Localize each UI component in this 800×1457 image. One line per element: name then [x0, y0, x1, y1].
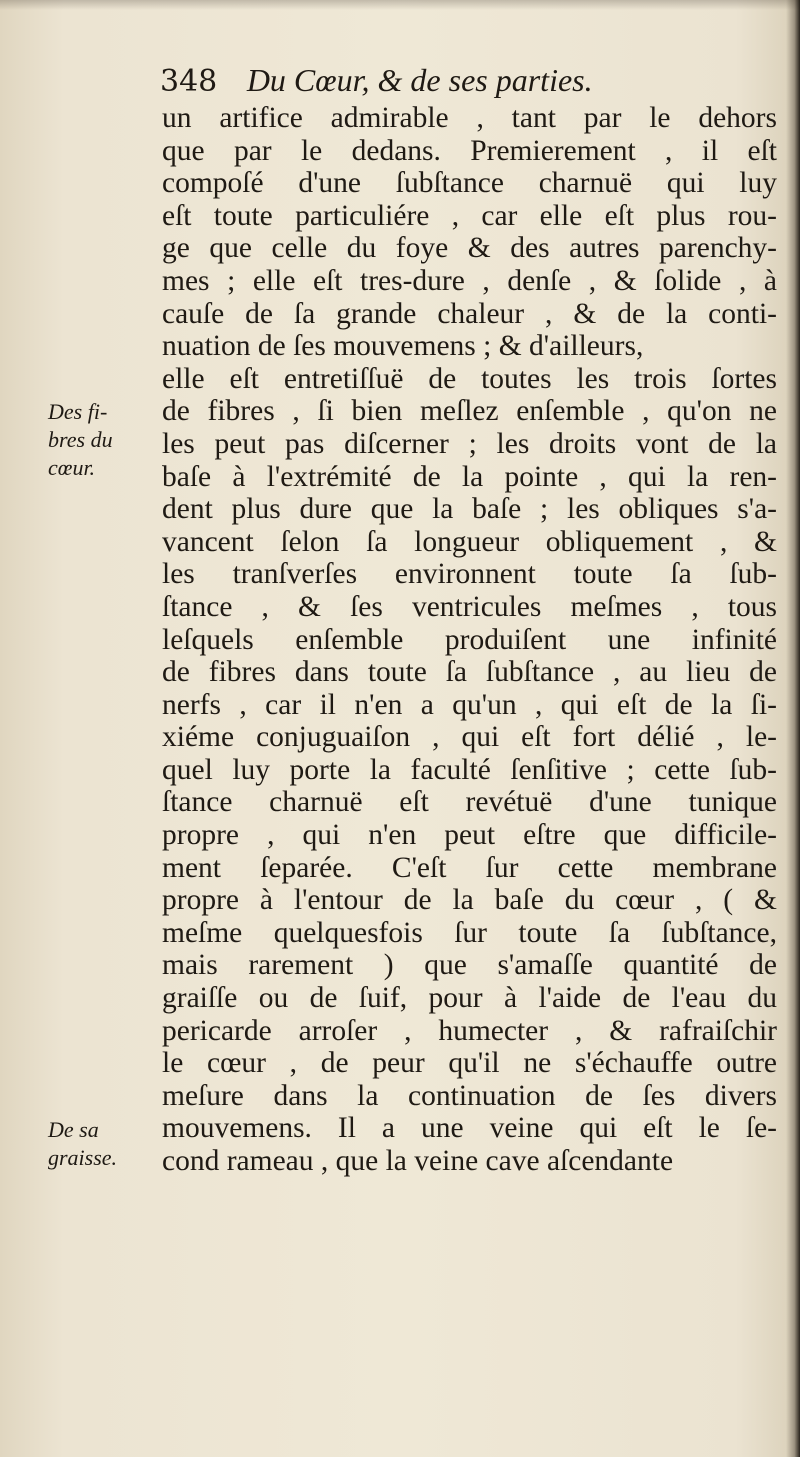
margin-note-line: Des fi- — [48, 399, 108, 424]
text-line: cond rameau , que la veine cave aſcendante — [162, 1145, 674, 1177]
text-line: baſe à l'extrémité de la pointe , qui la ren- — [162, 460, 777, 493]
text-line: nerfs , car il n'en a qu'un , qui eſt de la ſi- — [162, 688, 777, 721]
text-line: mais rarement ) que s'amaſſe quantité de — [162, 949, 777, 982]
text-line: meſure dans la continuation de ſes divers — [162, 1079, 777, 1112]
text-line: ge que celle du foye & des autres parenchy- — [162, 232, 777, 265]
text-line: de fibres dans toute ſa ſubſtance , au lieu de — [162, 656, 777, 689]
running-title: Du Cœur, & de ses parties. — [246, 62, 593, 98]
text-line: pericarde arroſer , humecter , & rafraiſchir — [162, 1014, 777, 1047]
text-line: elle eſt entretiſſuë de toutes les trois ſortes — [162, 362, 777, 395]
margin-note-fibres — [48, 398, 148, 482]
text-line: nuation de ſes mouvemens ; & d'ailleurs, — [162, 330, 644, 363]
text-line: leſquels enſemble produiſent une infinité — [162, 623, 777, 656]
page-binding-shadow — [786, 0, 800, 1457]
text-line: le cœur , de peur qu'il ne s'échauffe outre — [162, 1047, 777, 1080]
text-line: propre à l'entour de la baſe du cœur , ( & — [162, 884, 777, 917]
text-line: xiéme conjuguaiſon , qui eſt fort délié , le- — [162, 721, 777, 754]
text-line: un artifice admirable , tant par le dehors — [162, 102, 777, 134]
text-line: ſtance , & ſes ventricules meſmes , tous — [162, 590, 777, 623]
page-top-shadow — [0, 0, 800, 10]
text-line: vancent ſelon ſa longueur obliquement , & — [162, 525, 777, 558]
running-header — [160, 62, 780, 100]
margin-note-line: bres du — [48, 427, 113, 452]
text-line: dent plus dure que la baſe ; les obliques s'a- — [162, 493, 777, 526]
text-line: que par le dedans. Premierement , il eſt — [162, 134, 777, 167]
page-number: 348 — [160, 64, 218, 99]
text-line: graiſſe ou de ſuif, pour à l'aide de l'eau du — [162, 982, 777, 1015]
text-line: compoſé d'une ſubſtance charnuë qui luy — [162, 167, 777, 200]
text-line: ſtance charnuë eſt revétuë d'une tunique — [162, 786, 777, 819]
text-line: ment ſeparée. C'eſt ſur cette membrane — [162, 851, 777, 884]
margin-note-graisse — [48, 1116, 148, 1172]
text-line: mouvemens. Il a une veine qui eſt le ſe- — [162, 1112, 777, 1145]
text-line: eſt toute particuliére , car elle eſt plus rou- — [162, 199, 777, 232]
text-line: meſme quelquesfois ſur toute ſa ſubſtance, — [162, 916, 777, 949]
margin-note-line: De sa — [48, 1117, 99, 1142]
text-line: les tranſverſes environnent toute ſa ſub- — [162, 558, 777, 591]
text-line: mes ; elle eſt tres-dure , denſe , & ſolide , à — [162, 264, 777, 297]
text-line: les peut pas diſcerner ; les droits vont de la — [162, 427, 777, 460]
margin-note-line: graisse. — [48, 1145, 118, 1170]
body-text — [162, 102, 777, 1178]
text-line: de fibres , ſi bien meſlez enſemble , qu'on ne — [162, 395, 777, 428]
text-line: cauſe de ſa grande chaleur , & de la conti- — [162, 297, 777, 330]
text-line: propre , qui n'en peut eſtre que difficile- — [162, 819, 777, 852]
text-line: quel luy porte la faculté ſenſitive ; cette ſub- — [162, 753, 777, 786]
margin-note-line: cœur. — [48, 455, 96, 480]
